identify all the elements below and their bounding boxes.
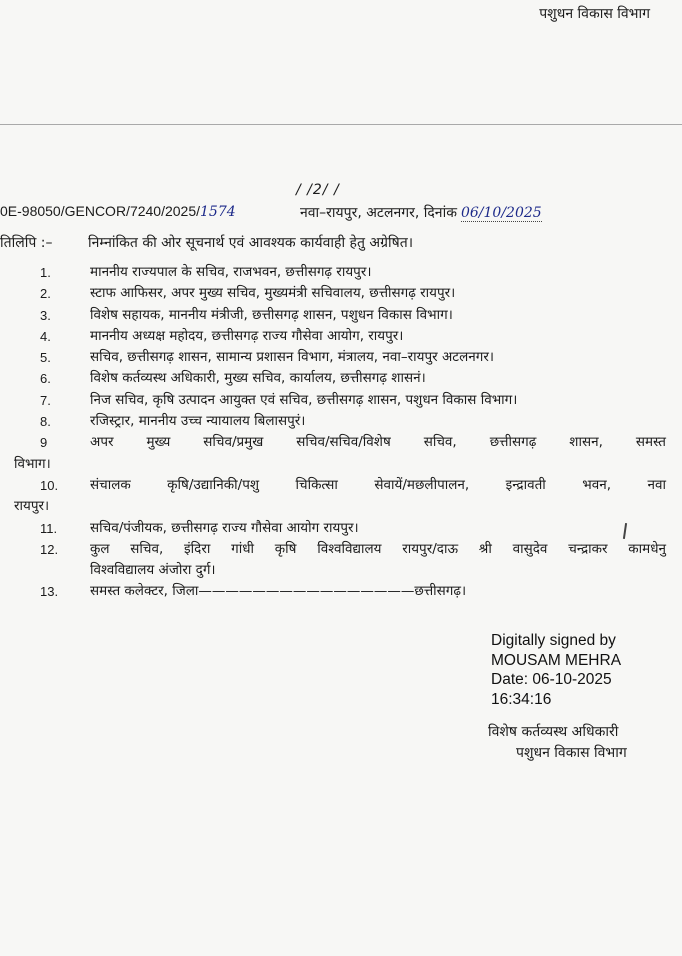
signatory-designation: [488, 722, 627, 764]
list-item: [0, 368, 682, 389]
list-item: [0, 305, 682, 326]
place-text: नवा–रायपुर, अटलनगर, दिनांक: [300, 205, 457, 221]
signature-line: Digitally signed by: [491, 632, 616, 649]
item-number: 5.: [40, 350, 51, 366]
item-text-continued: विश्वविद्यालय अंजोरा दुर्ग।: [90, 562, 216, 579]
item-number: 8.: [40, 414, 51, 430]
copy-to-line: [0, 233, 414, 252]
list-item: [0, 432, 682, 475]
reference-number: [0, 203, 236, 220]
designation-department: पशुधन विकास विभाग: [516, 745, 627, 761]
copy-text: निम्नांकित की ओर सूचनार्थ एवं आवश्यक कार्यवाही हेतु अग्रेषित।: [88, 235, 414, 251]
item-number: 11.: [40, 520, 58, 536]
item-text: विशेष कर्तव्यस्थ अधिकारी, मुख्य सचिव, कार्यालय, छत्तीसगढ़ शासनं।: [90, 370, 426, 387]
digital-signature: [491, 631, 621, 709]
item-text: निज सचिव, कृषि उत्पादन आयुक्त एवं सचिव, छत्तीसगढ़ शासन, पशुधन विकास विभाग।: [90, 391, 518, 408]
signature-time: 16:34:16: [491, 690, 552, 708]
item-text: स्टाफ आफिसर, अपर मुख्य सचिव, मुख्यमंत्री सचिवालय, छत्तीसगढ़ रायपुर।: [90, 285, 456, 302]
handwritten-date: 06/10/2025: [460, 205, 542, 221]
list-item: [0, 475, 682, 518]
list-item: [0, 581, 682, 602]
item-number: 12.: [40, 541, 59, 557]
item-text: रजिस्ट्रार, माननीय उच्च न्यायालय बिलासपुरं।: [90, 413, 306, 430]
list-item: [0, 262, 682, 283]
reference-handwritten-suffix: 1574: [200, 204, 236, 220]
copy-label: तिलिपि :–: [0, 235, 53, 251]
list-item: [0, 283, 682, 304]
list-item: [0, 390, 682, 411]
item-number: 1.: [40, 265, 51, 280]
page-number: / /2/ /: [296, 182, 340, 198]
item-text: माननीय राज्यपाल के सचिव, राजभवन, छत्तीसगढ़ रायपुर।: [90, 264, 372, 280]
item-text-continued: रायपुर।: [14, 498, 50, 515]
header-department: पशुधन विकास विभाग: [539, 6, 650, 22]
item-number: 2.: [40, 286, 51, 302]
divider-line: [0, 124, 682, 125]
item-number: 13.: [40, 584, 59, 600]
item-number: 4.: [40, 328, 51, 344]
list-item: [0, 347, 682, 368]
reference-number-text: 0E-98050/GENCOR/7240/2025/: [0, 203, 201, 219]
signature-date: Date: 06-10-2025: [491, 671, 612, 688]
designation-title: विशेष कर्तव्यस्थ अधिकारी: [488, 724, 619, 740]
item-text: कुल सचिव, इंदिरा गांधी कृषि विश्वविद्यालय रायपुर/दाऊ श्री वासुदेव चन्द्राकर कामधेनु: [90, 540, 666, 557]
item-text: संचालक कृषि/उद्यानिकी/पशु चिकित्सा सेवायें/मछलीपालन, इन्द्रावती भवन, नवा: [90, 476, 666, 493]
item-number: 3.: [40, 307, 51, 323]
item-number: 10.: [40, 477, 59, 493]
place-date: [300, 203, 542, 222]
item-text: सचिव, छत्तीसगढ़ शासन, सामान्य प्रशासन विभाग, मंत्रालय, नवा–रायपुर अटलनगर।: [90, 349, 494, 366]
item-number: 9: [40, 435, 48, 451]
signer-name: MOUSAM MEHRA: [491, 651, 622, 669]
list-item: [0, 326, 682, 347]
item-text-continued: विभाग।: [14, 455, 51, 472]
item-number: 7.: [40, 392, 51, 408]
item-text: माननीय अध्यक्ष महोदय, छत्तीसगढ़ राज्य गौसेवा आयोग, रायपुर।: [90, 327, 404, 344]
item-text: समस्त कलेक्टर, जिला————————————————छत्तीसगढ़।: [90, 583, 467, 600]
list-item: [0, 411, 682, 432]
item-text: अपर मुख्य सचिव/प्रमुख सचिव/सचिव/विशेष सचिव, छत्तीसगढ़ शासन, समस्त: [90, 434, 666, 451]
item-number: 6.: [40, 371, 51, 387]
item-text: विशेष सहायक, माननीय मंत्रीजी, छत्तीसगढ़ शासन, पशुधन विकास विभाग।: [90, 306, 453, 323]
list-item: [0, 539, 682, 582]
recipient-list: [0, 262, 682, 603]
list-item: [0, 518, 682, 539]
item-text: सचिव/पंजीयक, छत्तीसगढ़ राज्य गौसेवा आयोग रायपुर।: [90, 519, 359, 536]
